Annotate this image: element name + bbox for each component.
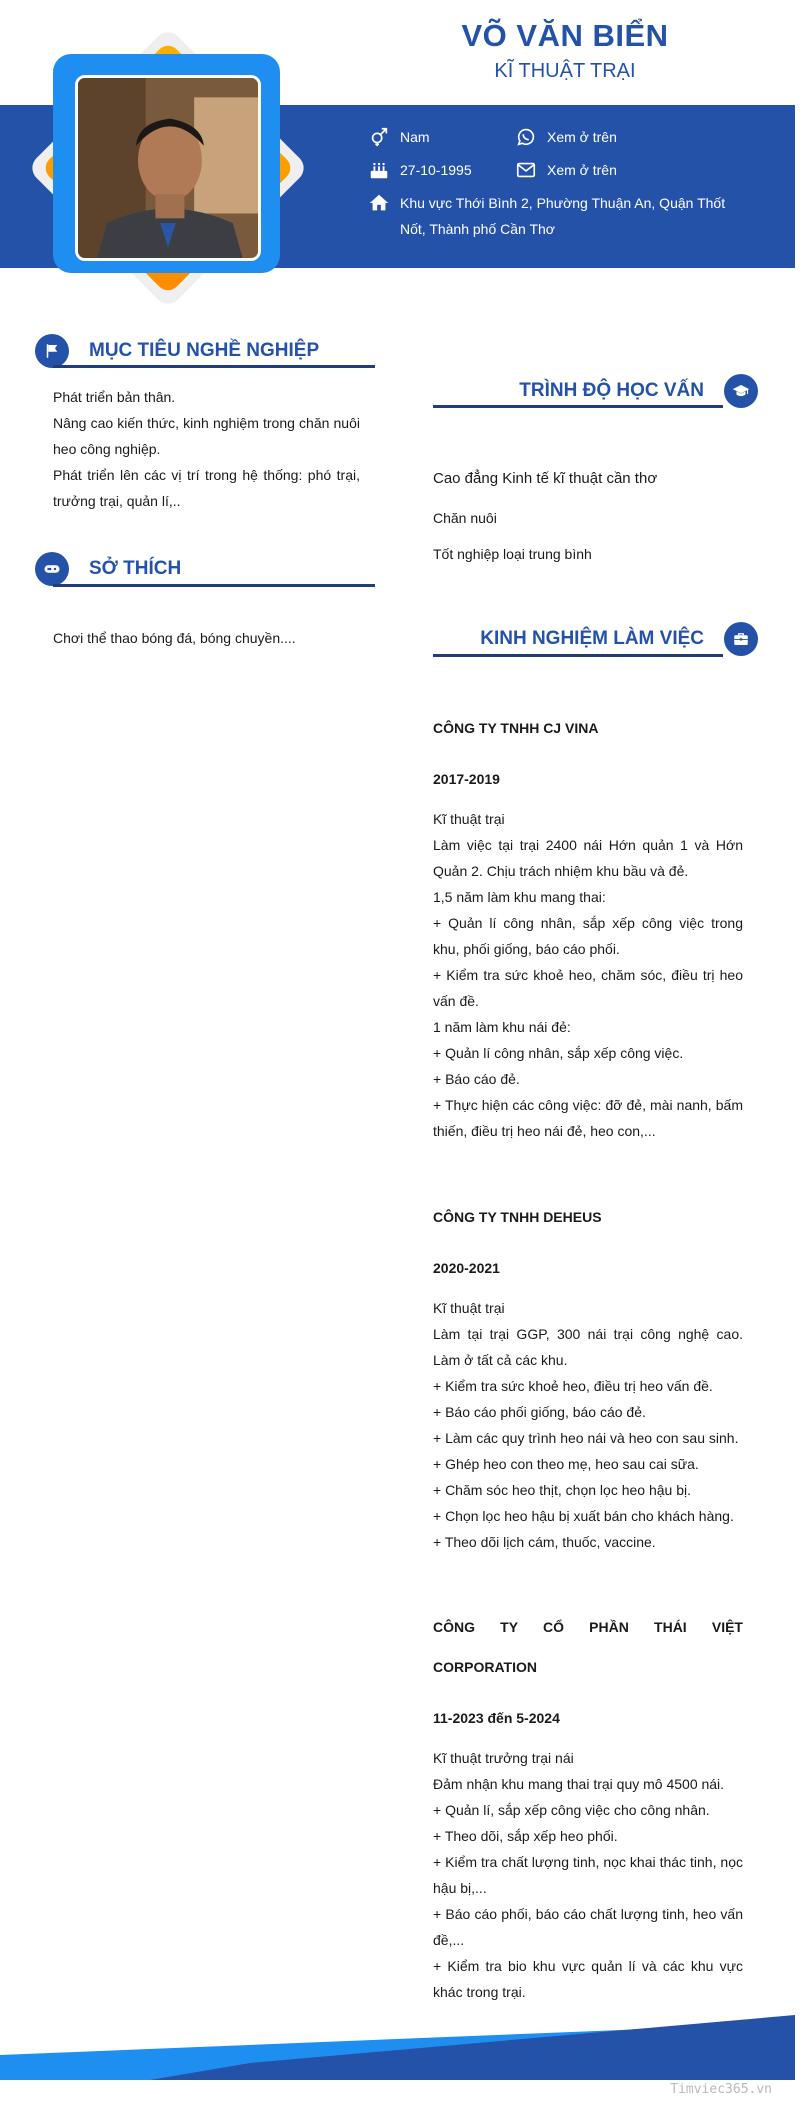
- job-company: CÔNG TY CỔ PHẦN THÁI VIỆT CORPORATION: [433, 1619, 743, 1675]
- education-header: [433, 374, 758, 408]
- education-school: Cao đẳng Kinh tế kĩ thuật cần thơ: [433, 470, 658, 487]
- experience-header: [433, 622, 758, 656]
- hobbies-text: Chơi thể thao bóng đá, bóng chuyền....: [53, 630, 296, 646]
- contact-gender: [368, 124, 430, 150]
- objective-divider: [53, 365, 375, 368]
- address-value: Khu vực Thới Bình 2, Phường Thuận An, Quận Thốt Nốt, Thành phố Cần Thơ: [400, 195, 726, 237]
- education-divider: [433, 405, 723, 408]
- objective-title: MỤC TIÊU NGHỀ NGHIỆP: [89, 340, 320, 361]
- contact-email: [515, 157, 617, 183]
- graduation-cap-icon: [724, 374, 758, 408]
- experience-divider: [433, 654, 723, 657]
- flag-icon: [35, 334, 69, 368]
- home-icon: [368, 192, 390, 214]
- whatsapp-icon: [515, 126, 537, 148]
- job-company: CÔNG TY TNHH CJ VINA: [433, 720, 599, 736]
- birthday-cake-icon: [368, 159, 390, 181]
- phone-value: Xem ở trên: [547, 129, 617, 145]
- contact-birthday: [368, 157, 472, 183]
- hobbies-title: SỞ THÍCH: [89, 558, 182, 579]
- job-company: CÔNG TY TNHH DEHEUS: [433, 1209, 602, 1225]
- footer-wave: [0, 2015, 795, 2080]
- email-value: Xem ở trên: [547, 162, 617, 178]
- job-description: Kĩ thuật trại Làm tại trại GGP, 300 nái trại công nghệ cao. Làm ở tất cả các khu. + Kiểm tra sức khoẻ heo, điều trị heo vấn đề. + Báo cáo phối giống, báo cáo đẻ. + Làm các quy trình heo nái và heo con sau sinh. + Ghép heo con theo mẹ, heo sau cai sữa. + Chăm sóc heo thịt, chọn lọc heo hậu bị. + Chọn lọc heo hậu bị xuất bán cho khách hàng. + Theo dõi lịch cám, thuốc, vaccine.: [433, 1300, 743, 1550]
- avatar: [75, 75, 261, 261]
- candidate-position: KĨ THUẬT TRẠI: [494, 60, 636, 82]
- job-period: 2017-2019: [433, 771, 500, 787]
- job-entry: [433, 708, 743, 1144]
- job-entry: [433, 1197, 743, 1555]
- education-grade: Tốt nghiệp loại trung bình: [433, 546, 592, 562]
- objective-header: [35, 334, 319, 368]
- experience-title: KINH NGHIỆM LÀM VIỆC: [480, 628, 704, 649]
- hobbies-divider: [53, 584, 375, 587]
- watermark: Timviec365.vn: [670, 2082, 772, 2097]
- gender-icon: [368, 126, 390, 148]
- briefcase-icon: [724, 622, 758, 656]
- envelope-icon: [515, 159, 537, 181]
- birthday-value: 27-10-1995: [400, 162, 472, 178]
- gender-value: Nam: [400, 129, 430, 145]
- contact-phone: [515, 124, 617, 150]
- job-description: Kĩ thuật trại Làm việc tại trại 2400 nái Hớn quản 1 và Hớn Quản 2. Chịu trách nhiệm khu bầu và đẻ. 1,5 năm làm khu mang thai: + Quản lí công nhân, sắp xếp công việc trong khu, phối giống, báo cáo phối. + Kiểm tra sức khoẻ heo, chăm sóc, điều trị heo vấn đề. 1 năm làm khu nái đẻ: + Quản lí công nhân, sắp xếp công việc. + Báo cáo đẻ. + Thực hiện các công việc: đỡ đẻ, mài nanh, bấm thiến, điều trị heo nái đẻ, heo con,...: [433, 811, 743, 1139]
- contact-address: [368, 190, 748, 242]
- education-title: TRÌNH ĐỘ HỌC VẤN: [519, 380, 704, 401]
- job-description: Kĩ thuật trưởng trại nái Đảm nhận khu mang thai trại quy mô 4500 nái. + Quản lí, sắp xếp công việc cho công nhân. + Theo dõi, sắp xếp heo phối. + Kiểm tra chất lượng tinh, nọc khai thác tinh, nọc hậu bị,... + Báo cáo phối, báo cáo chất lượng tinh, heo vấn đề,... + Kiểm tra bio khu vực quản lí và các khu vực khác trong trại.: [433, 1750, 743, 2000]
- job-entry: [433, 1607, 743, 2005]
- hobbies-header: [35, 552, 181, 586]
- education-major: Chăn nuôi: [433, 510, 497, 526]
- job-period: 11-2023 đến 5-2024: [433, 1710, 560, 1726]
- job-period: 2020-2021: [433, 1260, 500, 1276]
- candidate-name: VÕ VĂN BIỂN: [461, 18, 669, 53]
- gamepad-icon: [35, 552, 69, 586]
- objective-text: Phát triển bản thân. Nâng cao kiến thức, kinh nghiệm trong chăn nuôi heo công nghiệp. Phát triển lên các vị trí trong hệ thống: phó trại, trưởng trại, quản lí,..: [53, 389, 360, 509]
